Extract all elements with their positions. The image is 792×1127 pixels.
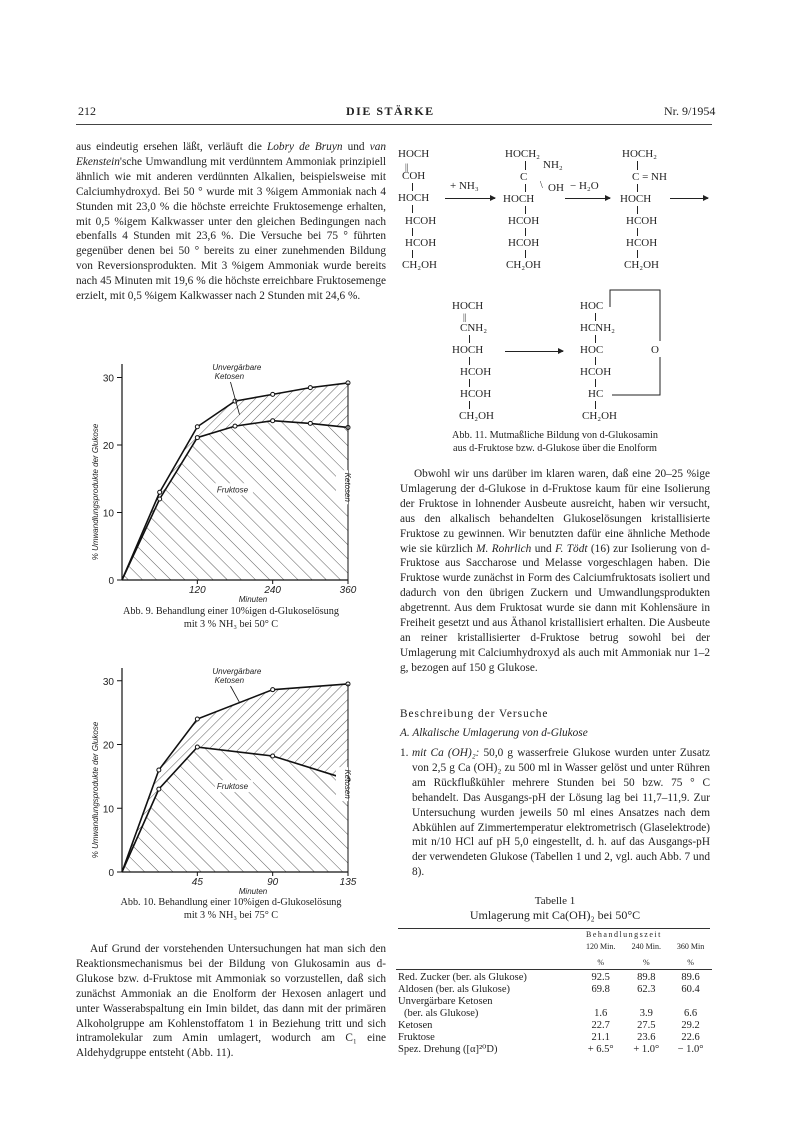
- point-ketosen: [271, 688, 275, 692]
- s5-r5: HC: [588, 388, 604, 400]
- s2-r1: HOCH₂: [505, 148, 541, 160]
- reagent-nh3: + NH₃: [450, 180, 479, 192]
- label-fruktose: Fruktose: [216, 782, 249, 792]
- table-group-header: Behandlungszeit: [586, 930, 662, 939]
- issue-number: Nr. 9/1954: [664, 104, 716, 118]
- s3-r1: HOCH₂: [622, 148, 658, 160]
- point-ketosen: [308, 386, 312, 390]
- table-top-rule: [398, 928, 710, 929]
- label-ketosen-top: Ketosen: [214, 372, 245, 381]
- table-row: Unvergärbare Ketosen: [398, 995, 493, 1007]
- journal-title: DIE STÄRKE: [346, 104, 435, 118]
- table-col: 240 Min.: [631, 942, 661, 951]
- table-unit: %: [597, 957, 604, 967]
- caption-abb-11: Abb. 11. Mutmaßliche Bildung von d-Glukosamin aus d-Fruktose bzw. d-Glukose über die Enolform: [452, 430, 658, 454]
- s2-c: C: [520, 171, 528, 183]
- s5-r4: HCOH: [580, 366, 612, 378]
- chart-abb-10: [84, 656, 384, 898]
- point-ketosen: [158, 490, 162, 494]
- y-tick-label: 10: [102, 508, 114, 520]
- s4-r2: CNH₂: [460, 322, 488, 334]
- table-row: Red. Zucker (ber. als Glukose) 92.5 89.8 89.6: [398, 971, 700, 983]
- label-ketosen-side: Ketosen: [343, 472, 352, 502]
- table-unit-row: [396, 953, 712, 969]
- s3-r3: HOCH: [620, 193, 652, 205]
- s1-r1: HOCH: [398, 148, 430, 160]
- label-unvergaerbare: Unvergärbare: [212, 363, 262, 372]
- s4-r1: HOCH: [452, 300, 484, 312]
- x-tick-label: 240: [264, 585, 282, 596]
- left-bottom-paragraph: Auf Grund der vorstehenden Untersuchungen hat man sich den Reaktionsmechanismus bei der Bildung von Glukosamin aus d-Glukose bzw. d-Fruktose mit Ammoniak so vorzustellen, daß sich zunächst Ammoniak an die Enolform der Hexosen anlagert und unter Wasserabspaltung ein Imin bildet, das dann mit der primären Alkoholgruppe am Kohlenstoffatom 1 in Beziehung tritt und sich intramolekular zum Amin umlagert, wodurch am C₁ eine Aldehydgruppe entsteht (Abb. 11).: [76, 943, 386, 1060]
- y-tick-label: 30: [102, 373, 114, 385]
- s2-r5: HCOH: [508, 237, 540, 249]
- s5-r3: HOC: [580, 344, 604, 356]
- s1-r3: HOCH: [398, 192, 430, 204]
- s2-nh2: NH₂: [543, 159, 563, 171]
- x-axis-label: Minuten: [238, 887, 268, 896]
- s4-r6: CH₂OH: [459, 410, 495, 422]
- leader-line: [230, 686, 239, 702]
- right-paragraph: Obwohl wir uns darüber im klaren waren, daß eine 20–25 %ige Umlagerung der d-Glukose in d-Fruktose kaum für eine Isolierung der Fruktose in lohnender Ausbeute ausreicht, haben wir versucht, aus den alkalisch behandelten Glukoselösungen kristallisierte Fruktose zu gewinnen. Wir benutzten dafür eine ähnliche Methode wie sie kürzlich M. Rohrlich und F. Tödt (16) zur Isolierung von d-Fruktose aus Saccharose und Melasse vorgeschlagen haben. Die Fruktose wurde zunächst in Form des Calciumfruktosats isoliert und dadurch von den übrigen Zuckern und Umwandlungsprodukten abgetrennt. Aus dem Fruktosat wurde sie dann mit Kohlensäure in Freiheit gesetzt und aus Äthanol kristallisiert erhalten. Die Ausbeute an reiner kristallisierter d-Fruktose betrug sowohl bei der Umlagerung mit Calciumhydroxyd als auch mit Ammoniak nur 1–2 g, bezogen auf 150 g Glukose.: [400, 468, 710, 674]
- y-tick-label: 10: [102, 804, 114, 816]
- arrow-3: [670, 198, 708, 199]
- s4-r3: HOCH: [452, 344, 484, 356]
- x-tick-label: 135: [339, 877, 357, 888]
- point-ketosen: [157, 768, 161, 772]
- point-fruktose: [195, 436, 199, 440]
- subsection-title: A. Alkalische Umlagerung von d-Glukose: [400, 727, 588, 739]
- y-tick-label: 20: [102, 441, 114, 452]
- item-1: [400, 746, 710, 880]
- caption-abb-10: Abb. 10. Behandlung einer 10%igen d-Glukoselösung mit 3 % NH₃ bei 75° C: [120, 897, 342, 921]
- item-1-lead: mit Ca (OH)₂:: [412, 747, 480, 759]
- table-row: Aldosen (ber. als Glukose) 69.8 62.3 60.4: [398, 983, 700, 995]
- s1-r2: COH: [402, 170, 426, 182]
- table-col: 120 Min.: [585, 942, 616, 951]
- point-fruktose: [308, 421, 312, 425]
- s2-r4: HCOH: [508, 215, 540, 227]
- label-fruktose: Fruktose: [216, 485, 249, 495]
- table-row: Spez. Drehung ([α]²⁰D) + 6.5° + 1.0° − 1.0°: [398, 1043, 704, 1055]
- x-tick-label: 120: [188, 585, 206, 596]
- s4-r5: HCOH: [460, 388, 492, 400]
- y-tick-label: 20: [102, 740, 114, 752]
- point-fruktose: [271, 754, 275, 758]
- y-tick-label: 0: [108, 868, 114, 879]
- s3-r2: C = NH: [632, 171, 667, 183]
- table-unit: %: [687, 957, 694, 967]
- x-tick-label: 45: [191, 877, 203, 888]
- table-1-title: Tabelle 1: [534, 895, 576, 907]
- table-unit: %: [642, 957, 650, 967]
- x-tick-label: 360: [339, 585, 357, 596]
- s1-r4: HCOH: [405, 215, 437, 227]
- section-title: Beschreibung der Versuche: [400, 708, 549, 720]
- table-1-subtitle: Umlagerung mit Ca(OH)₂ bei 50°C: [469, 908, 641, 922]
- table-row: (ber. als Glukose) 1.6 3.9 6.6: [404, 1007, 698, 1019]
- label-ketosen-top: Ketosen: [214, 676, 245, 685]
- y-axis-label: % Umwandlungsprodukte der Glukose: [91, 721, 100, 859]
- s3-r6: CH₂OH: [624, 259, 660, 271]
- s4-r4: HCOH: [460, 366, 492, 378]
- page-number: 212: [78, 104, 96, 118]
- table-row: Fruktose 21.1 23.6 22.6: [398, 1031, 700, 1043]
- s1-r5: HCOH: [405, 237, 437, 249]
- s3-r4: HCOH: [626, 215, 658, 227]
- s4-dbl: ||: [463, 312, 467, 322]
- s5-o: O: [651, 344, 659, 356]
- x-axis-label: Minuten: [238, 595, 268, 604]
- point-fruktose: [233, 424, 237, 428]
- ring-bracket: [600, 285, 670, 405]
- point-fruktose: [195, 745, 199, 749]
- chart-abb-9: [84, 352, 384, 606]
- s3-r5: HCOH: [626, 237, 658, 249]
- s2-oh: OH: [548, 182, 564, 194]
- s1-r6: CH₂OH: [402, 259, 438, 271]
- table-header-row: [396, 941, 712, 953]
- point-ketosen: [195, 425, 199, 429]
- item-1-text: 50,0 g wasserfreie Glukose wurden unter Zusatz von 2,5 g Ca (OH)₂ zu 500 ml in Wasser gelöst und unter Rühren am Rückflußkühler mehrere Stunden bei 50 bzw. 75 ° C behandelt. Das Ausgangs-pH der Lösung lag bei 11,7–11,9. Zur Untersuchung wurden jeweils 50 ml eines Ansatzes nach dem Abkühlen auf Zimmertemperatur elektrometrisch (Glaselektrode) mit n/10 HCl auf pH 5,0 eingestellt, d. h. auf das Ausgangs-pH der verwendeten Glukose (Tabellen 1 und 2, vgl. auch Abb. 7 und 8).: [412, 747, 710, 879]
- reagent-h2o: − H₂O: [570, 180, 599, 192]
- y-tick-label: 30: [102, 676, 114, 688]
- s2-r3: HOCH: [503, 193, 535, 205]
- table-1: [396, 941, 712, 1056]
- point-ketosen: [271, 392, 275, 396]
- item-1-label: 1.: [400, 747, 409, 759]
- label-unvergaerbare: Unvergärbare: [212, 667, 262, 676]
- header-rule: [76, 124, 712, 125]
- caption-abb-9: Abb. 9. Behandlung einer 10%igen d-Glukoselösung mit 3 % NH₃ bei 50° C: [123, 606, 339, 630]
- arrow-2: [565, 198, 610, 199]
- table-col: 360 Min: [676, 942, 705, 951]
- table-row: Ketosen 22.7 27.5 29.2: [398, 1019, 700, 1031]
- s2-sl: \: [540, 180, 543, 191]
- left-top-paragraph: aus eindeutig ersehen läßt, verläuft die Lobry de Bruyn und van Ekenstein'sche Umwandlung mit verdünntem Ammoniak prinzipiell ähnlich wie mit anderen verdünnten Alkalien, beispielsweise mit Calciumhydroxyd. Bei 50 ° wurde mit 3 %igem Ammoniak nach 4 Stunden mit 23,0 % die höchste erreichte Fruktosemenge erhalten, mit 0,5 %igem Kalkwasser unter den gleichen Bedingungen nach ebenfalls 4 Stunden mit 23,6 %. Die Versuche bei 75 ° führten gegenüber denen bei 50 ° bereits zu einer zunehmenden Bildung von Reversionsprodukten. Mit 3 %igem Ammoniak wurde bereits nach 45 Minuten mit 19,6 % die höchste erreichbare Fruktosemenge erzielt, mit 0,5 %igem Kalkwasser nach 2 Stunden mit 24,6 %.: [76, 141, 386, 303]
- s1-dbl: ||: [405, 162, 409, 172]
- s2-r6: CH₂OH: [506, 259, 542, 271]
- s5-r1: HOC: [580, 300, 604, 312]
- s5-r6: CH₂OH: [582, 410, 618, 422]
- s5-r2: HCNH₂: [580, 322, 616, 334]
- x-tick-label: 90: [267, 877, 279, 888]
- arrow-4: [505, 351, 563, 352]
- arrow-1: [445, 198, 495, 199]
- y-tick-label: 0: [108, 576, 114, 587]
- point-ketosen: [195, 717, 199, 721]
- label-ketosen-side: Ketosen: [343, 769, 352, 799]
- point-fruktose: [271, 419, 275, 423]
- point-fruktose: [157, 787, 161, 791]
- y-axis-label: % Umwandlungsprodukte der Glukose: [91, 423, 100, 561]
- point-fruktose: [158, 497, 162, 501]
